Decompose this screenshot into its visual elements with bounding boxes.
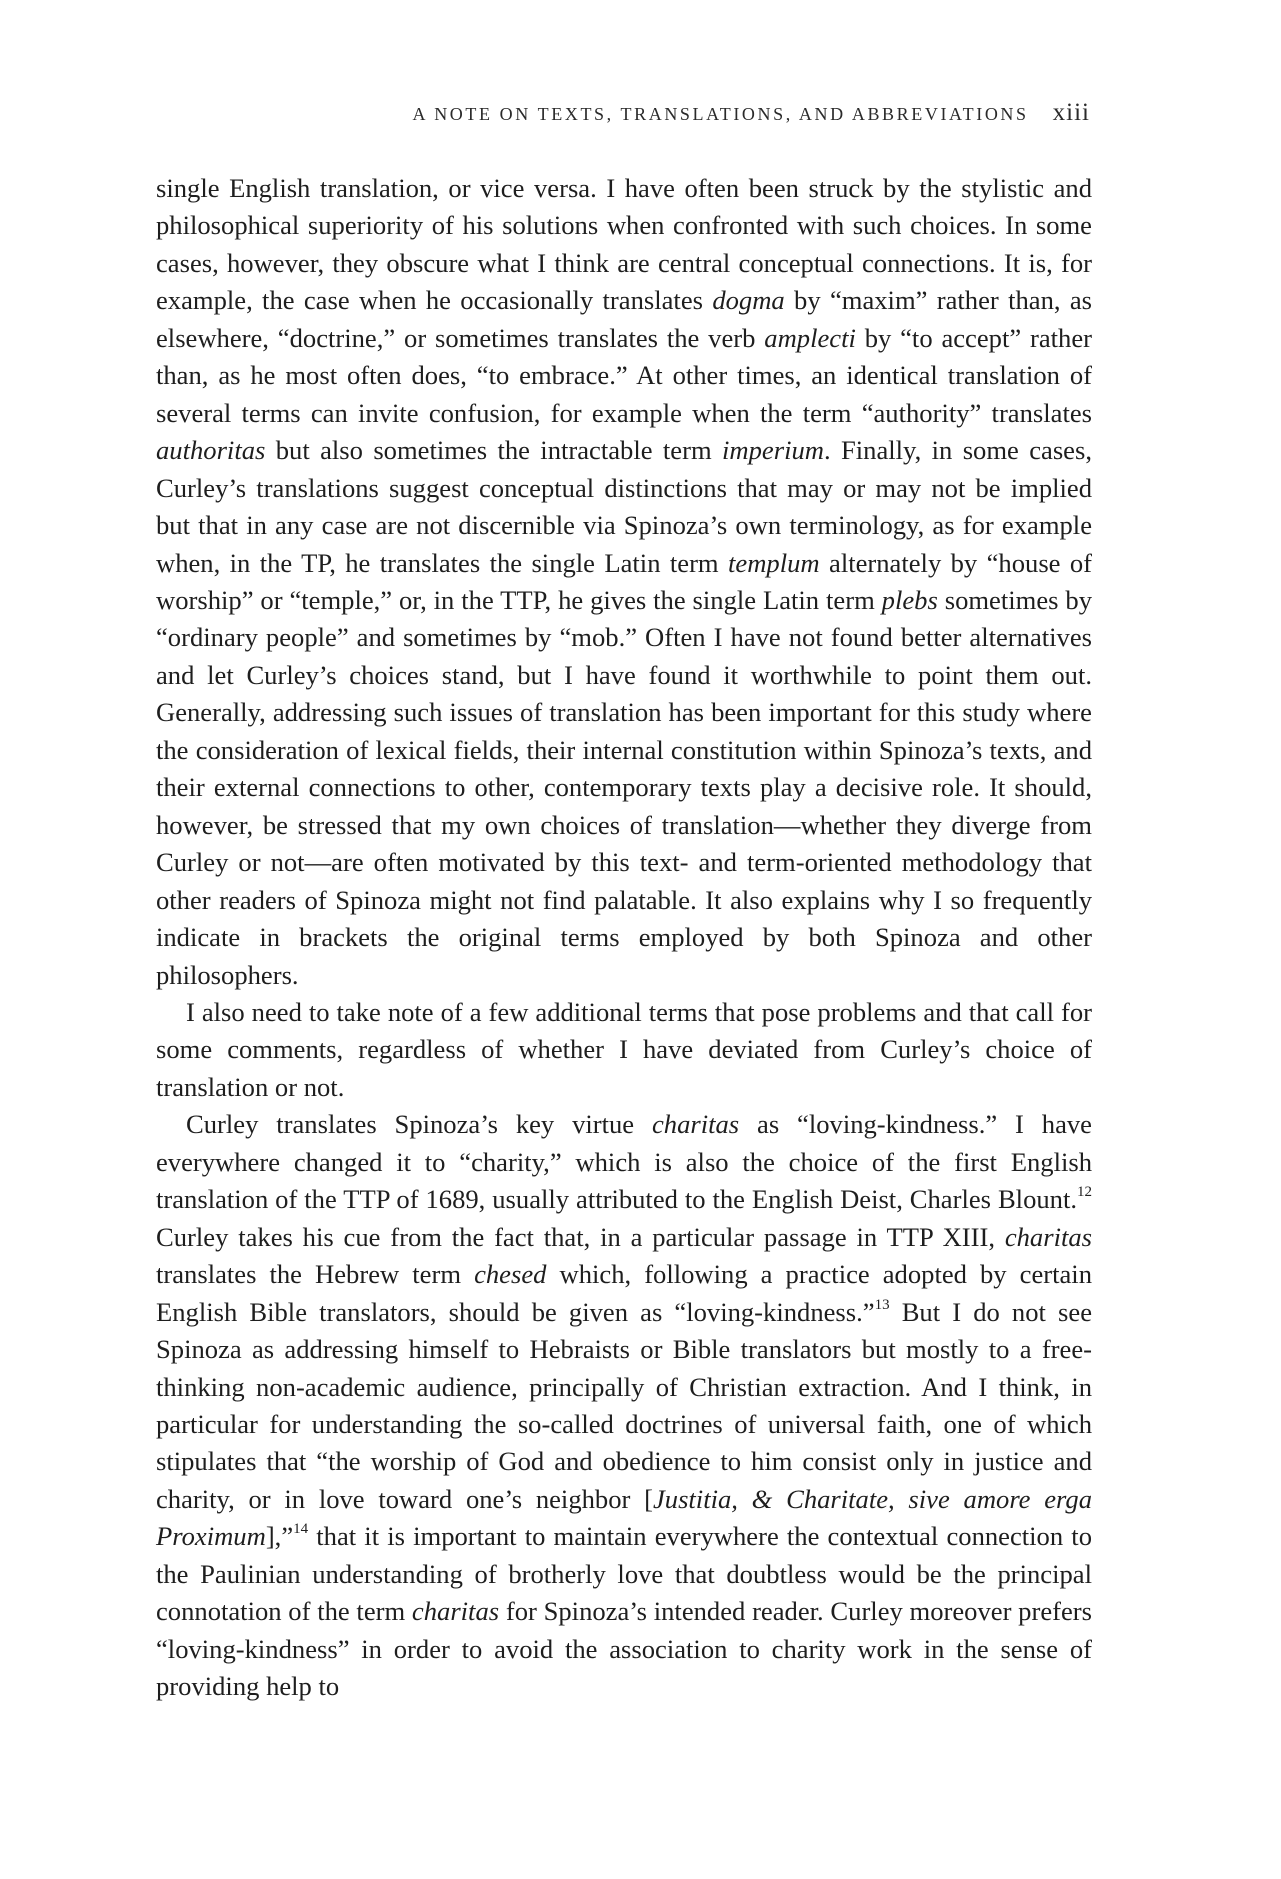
text-run: by “maxim” rather than, as elsewhere, “doctrine,” or sometimes translates the verb [156,285,1092,353]
text-run: as “loving-kindness.” I have everywhere changed it to “charity,” which is also the choice of the first English translation of the TTP of 1689, usually attributed to the English Deist, Charles Blount. [156,1109,1092,1215]
italic-term: plebs [881,584,938,615]
italic-term: charitas [651,1109,740,1140]
italic-term: charitas [411,1596,500,1627]
text-run: Curley translates Spinoza’s key virtue [186,1109,652,1140]
italic-term: dogma [712,285,785,316]
text-run: for Spinoza’s intended reader. Curley moreover prefers “loving-kindness” in order to avoid the association to charity work in the sense of providing help to [156,1596,1092,1702]
footnote-ref: 14 [293,1521,309,1538]
italic-term: authoritas [156,435,266,466]
running-title: A NOTE ON TEXTS, TRANSLATIONS, AND ABBREVIATIONS [412,104,1029,124]
paragraph [156,1106,1092,1705]
text-run: by “to accept” rather than, as he most often does, “to embrace.” At other times, an identical translation of several terms can invite confusion, for example when the term “authority” translates [156,322,1092,428]
text-run: But I do not see Spinoza as addressing himself to Hebraists or Bible translators but mostly to a free-thinking non-academic audience, principally of Christian extraction. And I think, in particular for understanding the so-called doctrines of universal faith, one of which stipulates that “the worship of God and obedience to him consist only in justice and charity, or in love toward one’s neighbor [ [156,1296,1092,1514]
text-run: ],” [265,1521,294,1552]
italic-term: imperium [722,435,824,466]
text-run: single English translation, or vice versa. I have often been struck by the stylistic and philosophical superiority of his solutions when confronted with such choices. In some cases, however, they obscure what I think are central conceptual connections. It is, for example, the case when he occasionally translates [156,173,1092,316]
paragraph [156,170,1092,994]
text-run: translates the Hebrew term [156,1259,475,1290]
text-run: I also need to take note of a few additional terms that pose problems and that call for some comments, regardless of whether I have deviated from Curley’s choice of translation or not. [156,996,1092,1102]
text-run: . Finally, in some cases, Curley’s translations suggest conceptual distinctions that may or may not be implied but that in any case are not discernible via Spinoza’s own terminology, as for example when, in the TP, he translates the single Latin term [156,435,1092,578]
italic-term: templum [728,547,820,578]
text-run: alternately by “house of worship” or “temple,” or, in the TTP, he gives the single Latin term [156,547,1093,615]
text-run: that it is important to maintain everywhere the contextual connection to the Paulinian understanding of brotherly love that doubtless would be the principal connotation of the term [156,1521,1092,1627]
page-number: xiii [1052,99,1090,126]
text-run: Curley takes his cue from the fact that, in a particular passage in TTP XIII, [156,1221,1005,1252]
body-text [156,170,1092,1706]
italic-term: chesed [474,1259,547,1290]
footnote-ref: 13 [874,1296,890,1313]
italic-term: charitas [1004,1221,1092,1252]
italic-term: amplecti [764,322,856,353]
running-head [300,99,1090,129]
italic-term: Justitia, & Charitate, sive amore erga Proximum [156,1483,1092,1552]
footnote-ref: 12 [1077,1184,1092,1201]
paragraph [156,994,1092,1106]
text-run: sometimes by “ordinary people” and sometimes by “mob.” Often I have not found better alternatives and let Curley’s choices stand, but I have found it worthwhile to point them out. Generally, addressing such issues of translation has been important for this study where the consideration of lexical fields, their internal constitution within Spinoza’s texts, and their external connections to other, contemporary texts play a decisive role. It should, however, be stressed that my own choices of translation—whether they diverge from Curley or not—are often motivated by this text- and term-oriented methodology that other readers of Spinoza might not find palatable. It also explains why I so frequently indicate in brackets the original terms employed by both Spinoza and other philosophers. [156,584,1092,990]
text-run: which, following a practice adopted by certain English Bible translators, should be given as “loving-kindness.” [156,1259,1092,1327]
text-run: but also sometimes the intractable term [265,435,723,466]
